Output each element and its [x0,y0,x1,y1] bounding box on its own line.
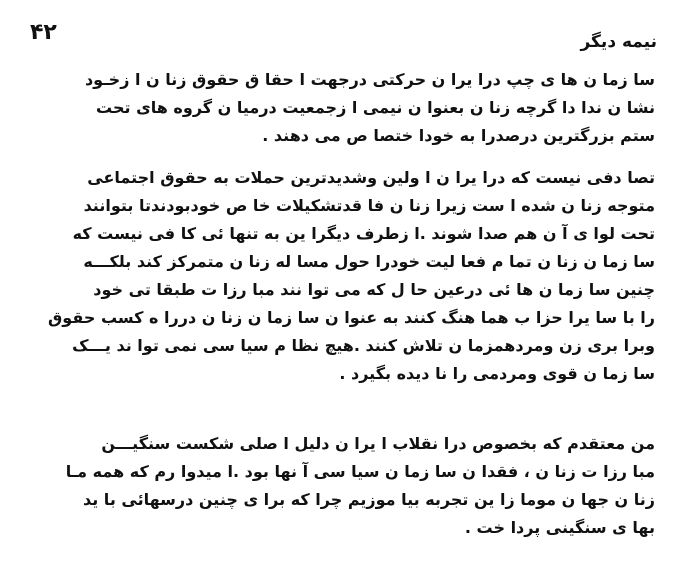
page-number: ۴۲ [30,20,57,45]
text-line: نشا ن ندا دا گرچه زنا ن بعنوا ن نیمی ا زجمعیت درمیا ن گروه های تحت [96,98,655,117]
text-line: زنا ن جها ن موما زا ین تجربه بیا موزیم چرا که برا ی چنین درسهائی با ید [82,490,655,509]
text-line: ستم بزرگترین درصدرا به خودا ختصا ص می دهند . [262,126,655,145]
text-line: سا زما ن قوی ومردمی را نا دیده بگیرد . [339,364,655,383]
paragraph-2 [15,164,655,388]
text-line: سا زما ن ها ی چپ درا یرا ن حرکتی درجهت ا حقا ق حقوق زنا ن ا زخـود [84,70,655,89]
text-line: مبا رزا ت زنا ن ، فقدا ن سا زما ن سیا سی آ نها بود .ا میدوا رم که همه مـا [65,462,655,481]
text-line: من معتقدم که بخصوص درا نقلاب ا یرا ن دلیل ا صلی شکست سنگیـــن [101,434,655,453]
text-line: تصا دفی نیست که درا یرا ن ا ولین وشدیدترین حملات به حقوق اجتماعی [87,168,655,187]
paragraph-3 [15,430,655,542]
running-head: نیمه دیگر [580,32,657,52]
text-line: سا زما ن زنا ن تما م فعا لیت خودرا حول مسا له زنا ن متمرکز کند بلکـــه [83,252,655,271]
text-line: متوجه زنا ن شده ا ست زیرا زنا ن فا قدتشکیلات خا ص خودبودندتا بتوانند [83,196,655,215]
text-line: وبرا بری زن ومردهمزما ن تلاش کنند .هیچ نظا م سیا سی نمی توا ند یـــک [72,336,655,355]
text-line: را با سا یرا حزا ب هما هنگ کنند به عنوا ن سا زما ن زنا ن دررا ه کسب حقوق [47,308,655,327]
text-line: تحت لوا ی آ ن هم صدا شوند .ا زطرف دیگرا ین به تنها ئی کا فی نیست که [72,224,655,243]
text-line: چنین سا زما ن ها ئی درعین حا ل که می توا نند مبا رزا ت طبقا تی خود [93,280,655,299]
text-line: بها ی سنگینی پردا خت . [464,518,655,537]
paragraph-1 [15,66,655,150]
